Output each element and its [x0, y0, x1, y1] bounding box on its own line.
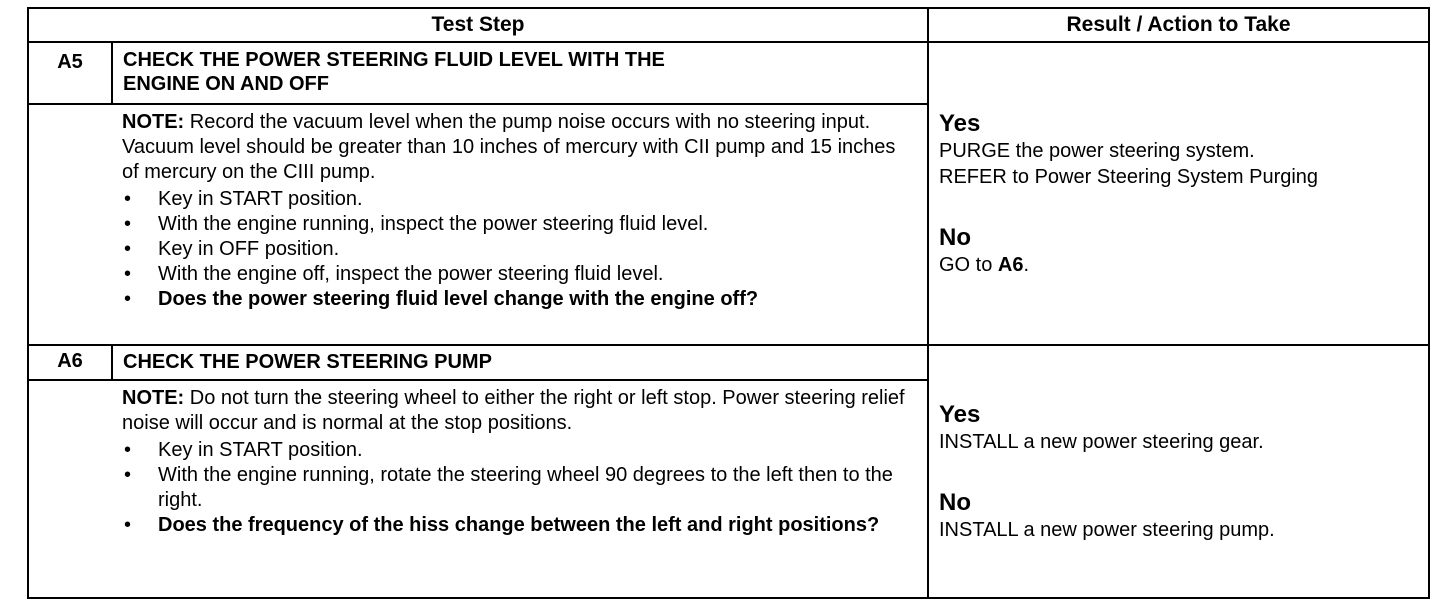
bullet-text: With the engine off, inspect the power steering fluid level.	[158, 263, 664, 285]
bullet-icon: •	[124, 288, 132, 310]
bullet-text: With the engine running, inspect the power steering fluid level.	[158, 213, 709, 235]
result-cell-a5	[928, 42, 1429, 345]
list-item	[122, 237, 917, 262]
bullet-text: Key in START position.	[158, 439, 363, 461]
step-title-a6-line1: CHECK THE POWER STEERING PUMP	[123, 351, 492, 373]
note-a5	[122, 110, 917, 185]
list-item	[122, 212, 917, 237]
list-item	[122, 262, 917, 287]
bullet-text: Key in OFF position.	[158, 238, 340, 260]
result-no-ref-a5: A6	[997, 253, 1024, 276]
step-title-a5-line2: ENGINE ON AND OFF	[123, 73, 329, 95]
bullet-list-a5	[122, 187, 917, 312]
result-no-suffix-a5: .	[1023, 253, 1030, 276]
header-test-step: Test Step	[28, 8, 928, 42]
bullet-icon: •	[124, 263, 132, 285]
result-yes-line-a5-1: PURGE the power steering system.	[939, 139, 1255, 162]
bullet-text: Does the frequency of the hiss change between the left and right positions?	[158, 514, 880, 536]
note-a6	[122, 386, 917, 436]
step-id-a5: A5	[28, 42, 112, 104]
result-yes-label-a6: Yes	[939, 400, 981, 428]
step-body-a6	[112, 380, 928, 598]
list-item	[122, 463, 917, 513]
note-label-a5: NOTE:	[122, 111, 185, 133]
list-item-question	[122, 287, 917, 312]
bullet-text: With the engine running, rotate the steering wheel 90 degrees to the left then to the right.	[158, 464, 893, 511]
step-id-blank-a6	[28, 380, 112, 598]
step-title-a5-line1: CHECK THE POWER STEERING FLUID LEVEL WITH THE	[123, 49, 665, 71]
step-body-a5	[112, 104, 928, 345]
bullet-icon: •	[124, 238, 132, 260]
bullet-icon: •	[124, 464, 132, 486]
step-id-a6: A6	[28, 345, 112, 380]
list-item	[122, 187, 917, 212]
header-result-action: Result / Action to Take	[928, 8, 1429, 42]
result-no-prefix-a5: GO to	[939, 253, 998, 276]
result-no-line-a5	[939, 252, 1418, 278]
note-text-a6: Do not turn the steering wheel to either the right or left stop. Power steering relief noise will occur and is normal at the stop positions.	[122, 387, 905, 434]
step-title-a6	[112, 345, 928, 380]
bullet-icon: •	[124, 514, 132, 536]
list-item	[122, 438, 917, 463]
result-yes-label-a5: Yes	[939, 109, 981, 137]
result-yes-line-a5-2: REFER to Power Steering System Purging	[939, 165, 1319, 188]
result-no-label-a6: No	[939, 488, 971, 516]
note-text-a5: Record the vacuum level when the pump noise occurs with no steering input. Vacuum level should be greater than 10 inches of mercury with CII pump and 15 inches of mercury on the CIII pump.	[122, 111, 896, 183]
bullet-icon: •	[124, 439, 132, 461]
step-title-a5	[112, 42, 928, 104]
note-label-a6: NOTE:	[122, 387, 185, 409]
bullet-text: Does the power steering fluid level change with the engine off?	[158, 288, 759, 310]
result-yes-line-a6-1: INSTALL a new power steering gear.	[939, 430, 1264, 453]
bullet-icon: •	[124, 213, 132, 235]
bullet-icon: •	[124, 188, 132, 210]
result-cell-a6	[928, 345, 1429, 598]
step-id-blank-a5	[28, 104, 112, 345]
result-no-label-a5: No	[939, 223, 971, 251]
result-no-line-a6-1: INSTALL a new power steering pump.	[939, 518, 1275, 541]
bullet-list-a6	[122, 438, 917, 538]
list-item-question	[122, 513, 917, 538]
bullet-text: Key in START position.	[158, 188, 363, 210]
diagnostic-table	[27, 7, 1430, 599]
